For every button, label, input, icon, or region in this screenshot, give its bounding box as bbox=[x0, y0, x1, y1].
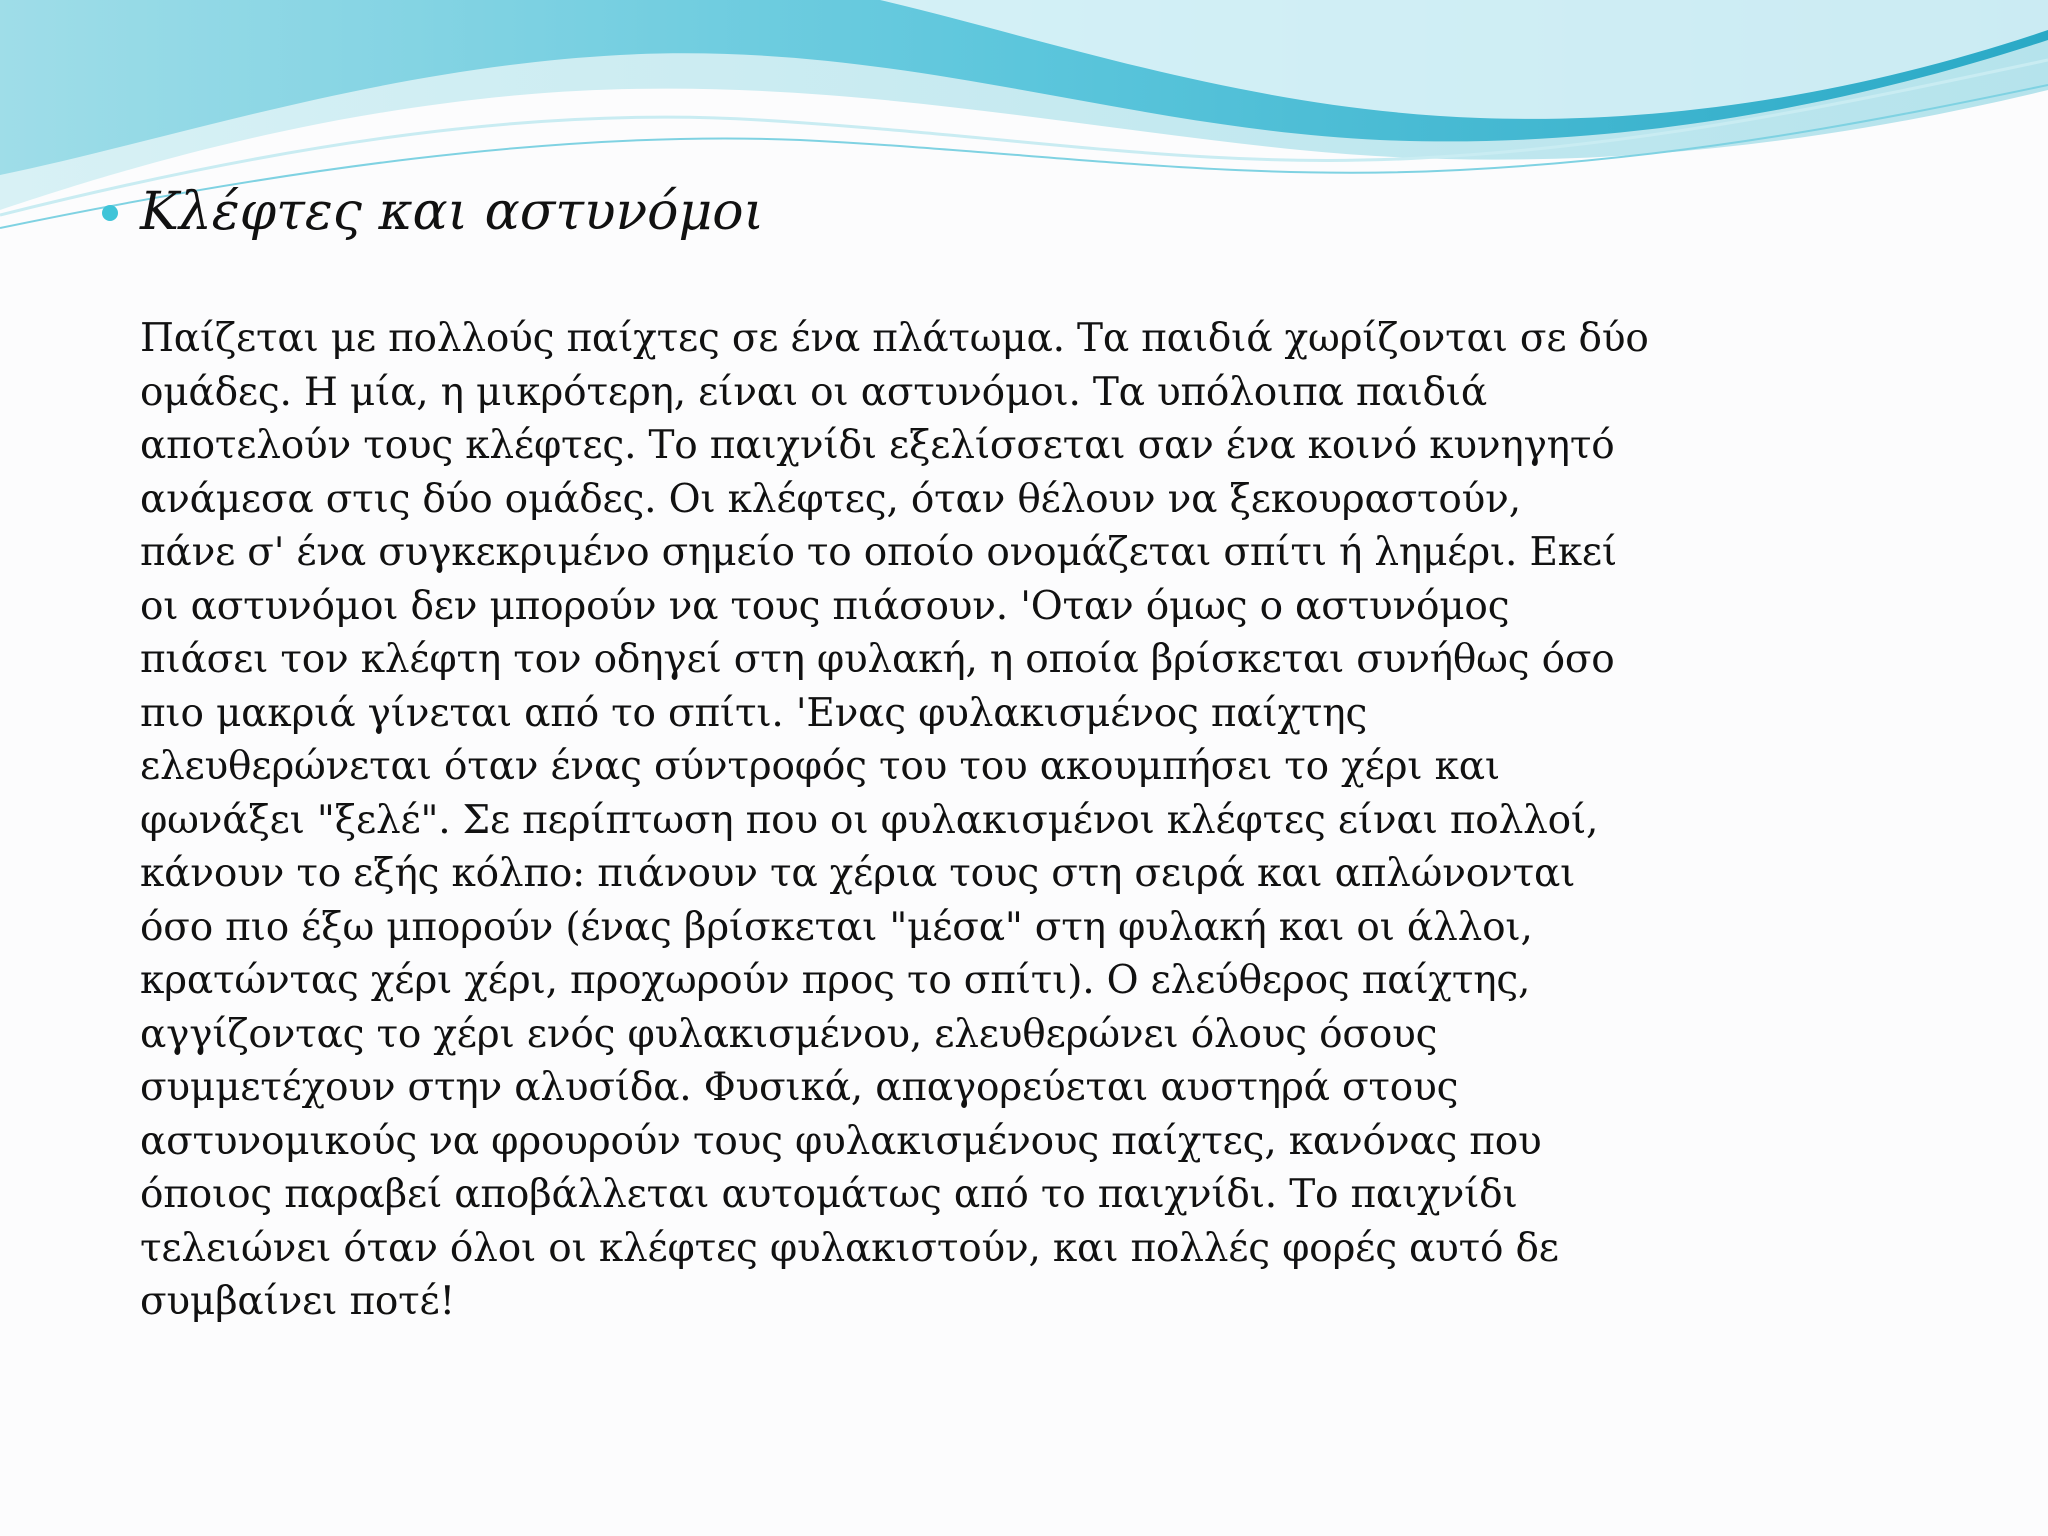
body-line: Παίζεται με πολλούς παίχτες σε ένα πλάτωμα. Τα παιδιά χωρίζονται σε δύο bbox=[140, 316, 1649, 361]
body-line: αστυνομικούς να φρουρούν τους φυλακισμένους παίχτες, κανόνας που bbox=[140, 1118, 1542, 1164]
slide-title: Κλέφτες και αστυνόμοι bbox=[140, 182, 764, 242]
body-line: όσο πιο έξω μπορούν (ένας βρίσκεται "μέσα" στη φυλακή και οι άλλοι, bbox=[140, 904, 1533, 950]
body-line: ελευθερώνεται όταν ένας σύντροφός του του ακουμπήσει το χέρι και bbox=[140, 744, 1500, 789]
body-line: πάνε σ' ένα συγκεκριμένο σημείο το οποίο ονομάζεται σπίτι ή λημέρι. Εκεί bbox=[140, 530, 1617, 575]
body-line: κάνουν το εξής κόλπο: πιάνουν τα χέρια τους στη σειρά και απλώνονται bbox=[140, 851, 1576, 896]
body-line: κρατώντας χέρι χέρι, προχωρούν προς το σπίτι). Ο ελεύθερος παίχτης, bbox=[140, 958, 1531, 1003]
body-line: συμμετέχουν στην αλυσίδα. Φυσικά, απαγορεύεται αυστηρά στους bbox=[140, 1065, 1459, 1110]
body-line: συμβαίνει ποτέ! bbox=[140, 1279, 456, 1324]
body-line: ομάδες. Η μία, η μικρότερη, είναι οι αστυνόμοι. Τα υπόλοιπα παιδιά bbox=[140, 369, 1488, 415]
body-line: όποιος παραβεί αποβάλλεται αυτομάτως από το παιχνίδι. Το παιχνίδι bbox=[140, 1172, 1518, 1217]
body-line: πιάσει τον κλέφτη τον οδηγεί στη φυλακή, η οποία βρίσκεται συνήθως όσο bbox=[140, 637, 1615, 682]
body-text bbox=[140, 312, 1940, 1329]
body-line: φωνάξει "ξελέ". Σε περίπτωση που οι φυλακισμένοι κλέφτες είναι πολλοί, bbox=[140, 797, 1599, 843]
bullet-dot bbox=[102, 205, 118, 221]
body-line: αγγίζοντας το χέρι ενός φυλακισμένου, ελευθερώνει όλους όσους bbox=[140, 1011, 1438, 1057]
body-line: οι αστυνόμοι δεν μπορούν να τους πιάσουν. 'Οταν όμως ο αστυνόμος bbox=[140, 583, 1510, 629]
body-line: πιο μακριά γίνεται από το σπίτι. 'Ενας φυλακισμένος παίχτης bbox=[140, 690, 1368, 736]
body-line: αποτελούν τους κλέφτες. Το παιχνίδι εξελίσσεται σαν ένα κοινό κυνηγητό bbox=[140, 423, 1615, 468]
body-line: τελειώνει όταν όλοι οι κλέφτες φυλακιστούν, και πολλές φορές αυτό δε bbox=[140, 1225, 1559, 1271]
body-line: ανάμεσα στις δύο ομάδες. Οι κλέφτες, όταν θέλουν να ξεκουραστούν, bbox=[140, 476, 1521, 522]
